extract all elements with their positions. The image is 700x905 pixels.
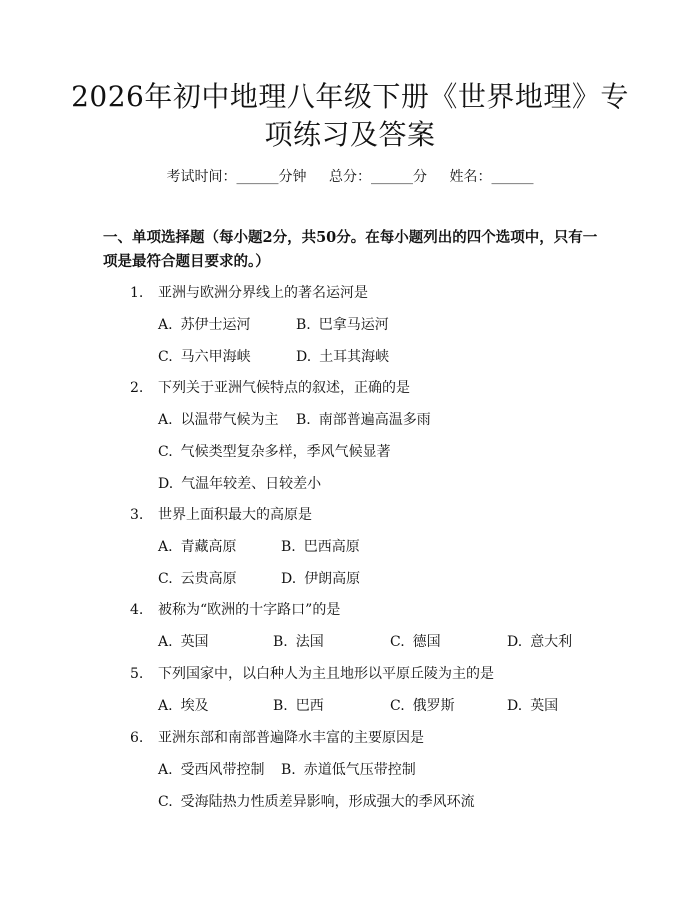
title-line-1: 2026年初中地理八年级下册《世界地理》专 <box>71 80 629 113</box>
document-title <box>60 78 640 154</box>
option-c <box>390 632 441 652</box>
option-label: A. <box>158 634 173 650</box>
option-a <box>158 696 209 716</box>
option-text: 气温年较差、日较差小 <box>181 476 322 492</box>
option-b <box>281 537 360 557</box>
question-number: 2. <box>130 380 144 396</box>
option-label: C. <box>158 444 173 460</box>
option-b <box>273 696 324 716</box>
option-a <box>158 537 237 557</box>
section-heading: 一、单项选择题（每小题2分，共50分。在每小题列出的四个选项中，只有一项是最符合题目要求的。） <box>103 229 598 270</box>
question-text: 下列关于亚洲气候特点的叙述，正确的是 <box>158 380 410 396</box>
option-d <box>507 632 572 652</box>
option-c <box>158 569 237 589</box>
option-text: 受西风带控制 <box>180 762 265 778</box>
option-label: B. <box>296 412 311 428</box>
option-label: B. <box>273 698 288 714</box>
question-number: 4. <box>130 602 144 618</box>
option-text: 气候类型复杂多样，季风气候显著 <box>180 444 391 460</box>
option-text: 英国 <box>180 634 209 650</box>
option-a <box>158 632 209 652</box>
option-text: 马六甲海峡 <box>180 349 251 365</box>
option-text: 德国 <box>412 634 441 650</box>
question-text: 下列国家中，以白种人为主且地形以平原丘陵为主的是 <box>158 666 494 682</box>
question-text: 世界上面积最大的高原是 <box>158 507 312 523</box>
option-d <box>507 696 558 716</box>
option-text: 伊朗高原 <box>304 571 361 587</box>
option-label: A. <box>158 317 173 333</box>
option-label: A. <box>158 698 173 714</box>
option-text: 青藏高原 <box>180 539 237 555</box>
option-label: D. <box>281 571 297 587</box>
option-label: B. <box>281 539 296 555</box>
option-label: D. <box>158 476 174 492</box>
option-label: D. <box>507 698 523 714</box>
question-text: 亚洲东部和南部普遍降水丰富的主要原因是 <box>158 730 424 746</box>
title-line-2: 项练习及答案 <box>264 118 436 151</box>
option-label: A. <box>158 539 173 555</box>
option-text: 俄罗斯 <box>412 698 455 714</box>
option-label: B. <box>296 317 311 333</box>
question-number: 3. <box>130 507 144 523</box>
option-c <box>158 442 391 462</box>
option-text: 南部普遍高温多雨 <box>318 412 431 428</box>
option-d <box>281 569 360 589</box>
question-number: 1. <box>130 285 144 301</box>
question-number: 6. <box>130 730 144 746</box>
option-label: C. <box>390 634 405 650</box>
option-b <box>281 760 416 780</box>
option-text: 土耳其海峡 <box>319 349 390 365</box>
question-text: 亚洲与欧洲分界线上的著名运河是 <box>158 285 368 301</box>
option-label: C. <box>158 571 173 587</box>
option-a <box>158 410 279 430</box>
option-text: 云贵高原 <box>180 571 237 587</box>
option-label: B. <box>281 762 296 778</box>
option-label: B. <box>273 634 288 650</box>
option-a <box>158 760 265 780</box>
option-label: C. <box>158 349 173 365</box>
option-text: 受海陆热力性质差异影响，形成强大的季风环流 <box>180 794 475 810</box>
option-label: A. <box>158 412 173 428</box>
option-text: 英国 <box>530 698 559 714</box>
option-d <box>296 347 389 367</box>
option-text: 意大利 <box>530 634 573 650</box>
option-c <box>158 347 251 367</box>
option-label: D. <box>296 349 312 365</box>
option-text: 赤道低气压带控制 <box>303 762 416 778</box>
student-name: 姓名：______ <box>449 169 534 185</box>
option-text: 巴西 <box>295 698 324 714</box>
option-c <box>158 792 475 812</box>
question-text: 被称为“欧洲的十字路口”的是 <box>158 602 341 618</box>
option-d <box>158 474 321 494</box>
option-label: A. <box>158 762 173 778</box>
option-text: 巴拿马运河 <box>318 317 389 333</box>
option-b <box>296 410 431 430</box>
option-text: 以温带气候为主 <box>180 412 279 428</box>
option-text: 苏伊士运河 <box>180 317 251 333</box>
question-number: 5. <box>130 666 144 682</box>
option-text: 巴西高原 <box>303 539 360 555</box>
option-label: C. <box>158 794 173 810</box>
option-c <box>390 696 455 716</box>
option-text: 法国 <box>295 634 324 650</box>
option-a <box>158 315 251 335</box>
option-label: D. <box>507 634 523 650</box>
option-label: C. <box>390 698 405 714</box>
option-b <box>296 315 389 335</box>
exam-time: 考试时间：______分钟 <box>166 169 307 185</box>
exam-meta <box>0 166 700 186</box>
option-text: 埃及 <box>180 698 209 714</box>
total-score: 总分：______分 <box>329 169 427 185</box>
option-b <box>273 632 324 652</box>
